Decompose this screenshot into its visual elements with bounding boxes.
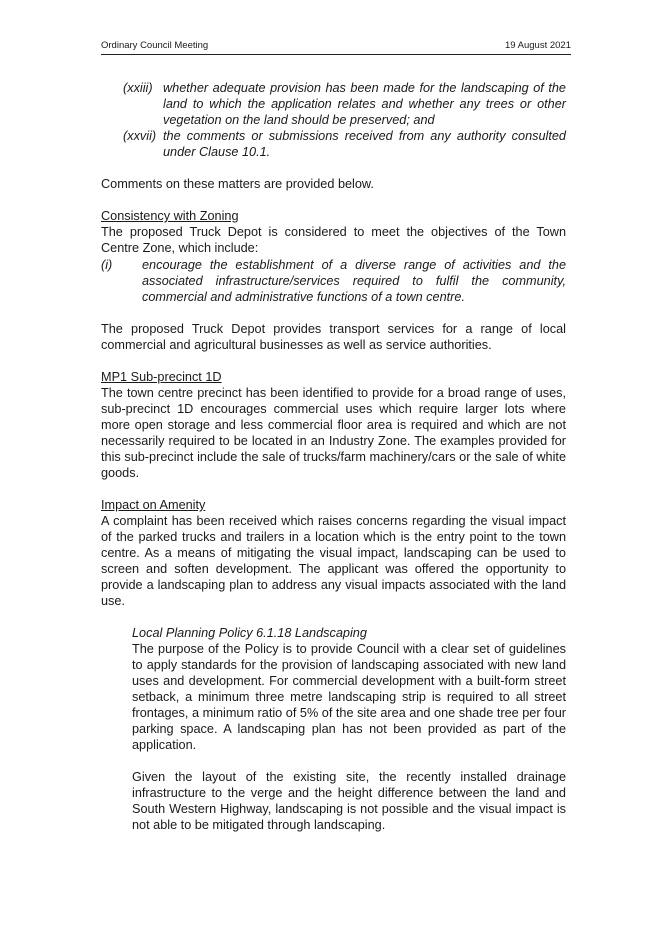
policy-paragraph: The purpose of the Policy is to provide Council with a clear set of guidelines to apply standards for the provision of landscaping associated with new land uses and development. For commercial development with a built-form street setback, a minimum three metre landscaping strip is required to all street frontages, a minimum ratio of 5% of the site area and one shade tree per four parking space. A landscaping plan has not been provided as part of the application. — [132, 642, 566, 752]
list-item — [101, 80, 566, 128]
policy-heading: Local Planning Policy 6.1.18 Landscaping — [132, 626, 367, 640]
amenity-heading: Impact on Amenity — [101, 498, 206, 512]
zoning-heading: Consistency with Zoning — [101, 209, 239, 223]
zoning-paragraph-2: The proposed Truck Depot provides transport services for a range of local commercial and agricultural businesses as well as service authorities. — [101, 322, 566, 352]
objective-item — [101, 257, 566, 305]
header-meeting-title: Ordinary Council Meeting — [101, 40, 209, 51]
objective-number: (i) — [101, 258, 113, 272]
header-date: 19 August 2021 — [504, 40, 571, 51]
mp1-heading: MP1 Sub-precinct 1D — [101, 370, 222, 384]
page-header — [101, 40, 571, 55]
mp1-paragraph: The town centre precinct has been identified to provide for a broad range of uses, sub-precinct 1D encourages commercial uses which require larger lots where more open storage and less commercial floor area is required and which are not necessarily required to be located in an Industry Zone. The examples provided for this sub-precinct include the sale of trucks/farm machinery/cars or the sale of white goods. — [101, 386, 566, 480]
list-item-number: (xxvii) — [123, 129, 157, 143]
zoning-paragraph: The proposed Truck Depot is considered to meet the objectives of the Town Centre Zone, which include: — [101, 225, 566, 255]
policy-paragraph-2: Given the layout of the existing site, the recently installed drainage infrastructure to the verge and the height difference between the land and South Western Highway, landscaping is not possible and the visual impact is not able to be mitigated through landscaping. — [132, 770, 566, 832]
list-item-text: the comments or submissions received from any authority consulted under Clause 10.1. — [163, 129, 566, 159]
list-item — [101, 128, 566, 160]
intro-paragraph: Comments on these matters are provided below. — [101, 177, 374, 191]
objective-text: encourage the establishment of a diverse range of activities and the associated infrastructure/services required to fulfil the community, commercial and administrative functions of a town centre. — [142, 258, 566, 304]
list-item-text: whether adequate provision has been made for the landscaping of the land to which the application relates and whether any trees or other vegetation on the land should be preserved; and — [163, 81, 566, 127]
amenity-paragraph: A complaint has been received which raises concerns regarding the visual impact of the parked trucks and trailers in a location which is the entry point to the town centre. As a means of mitigating the visual impact, landscaping can be used to screen and soften development. The applicant was offered the opportunity to provide a landscaping plan to address any visual impacts associated with the land use. — [101, 514, 566, 608]
document-body — [101, 80, 566, 833]
list-item-number: (xxiii) — [123, 81, 153, 95]
policy-section — [101, 625, 566, 833]
